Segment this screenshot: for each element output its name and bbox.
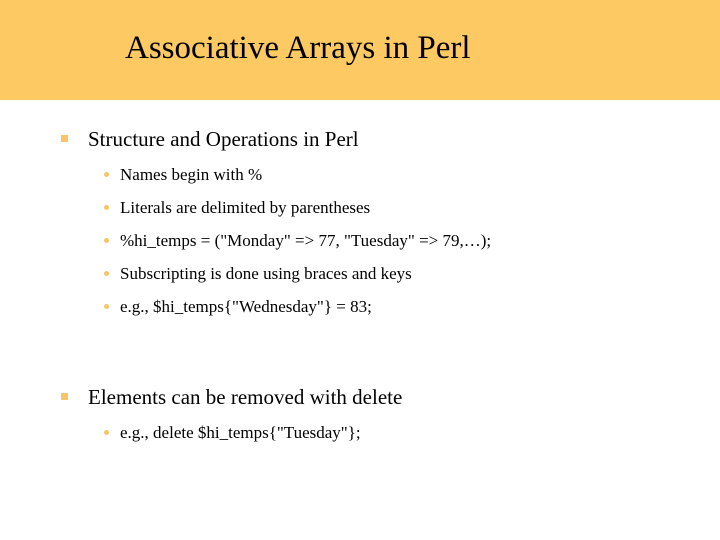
dot-bullet-icon	[104, 205, 109, 210]
dot-bullet-icon	[104, 172, 109, 177]
item-text: %hi_temps = ("Monday" => 77, "Tuesday" => 79,…);	[120, 231, 492, 250]
item-text: e.g., $hi_temps{"Wednesday"} = 83;	[120, 297, 372, 316]
title-bar	[0, 0, 720, 100]
list-item	[120, 231, 491, 251]
item-text: Subscripting is done using braces and keys	[120, 264, 412, 283]
list-item	[120, 165, 262, 185]
heading-text: Elements can be removed with delete	[88, 385, 403, 409]
bullet-heading	[88, 385, 402, 410]
dot-bullet-icon	[104, 304, 109, 309]
item-text: e.g., delete $hi_temps{"Tuesday"};	[120, 423, 361, 442]
item-text: Names begin with %	[120, 165, 263, 184]
square-bullet-icon	[61, 393, 68, 400]
heading-text: Structure and Operations in Perl	[88, 127, 359, 151]
dot-bullet-icon	[104, 430, 109, 435]
list-item	[120, 198, 370, 218]
item-text: Literals are delimited by parentheses	[120, 198, 371, 217]
dot-bullet-icon	[104, 271, 109, 276]
dot-bullet-icon	[104, 238, 109, 243]
list-item	[120, 297, 372, 317]
list-item	[120, 264, 412, 284]
bullet-heading	[88, 127, 359, 152]
list-item	[120, 423, 361, 443]
slide-title: Associative Arrays in Perl	[125, 30, 471, 66]
square-bullet-icon	[61, 135, 68, 142]
